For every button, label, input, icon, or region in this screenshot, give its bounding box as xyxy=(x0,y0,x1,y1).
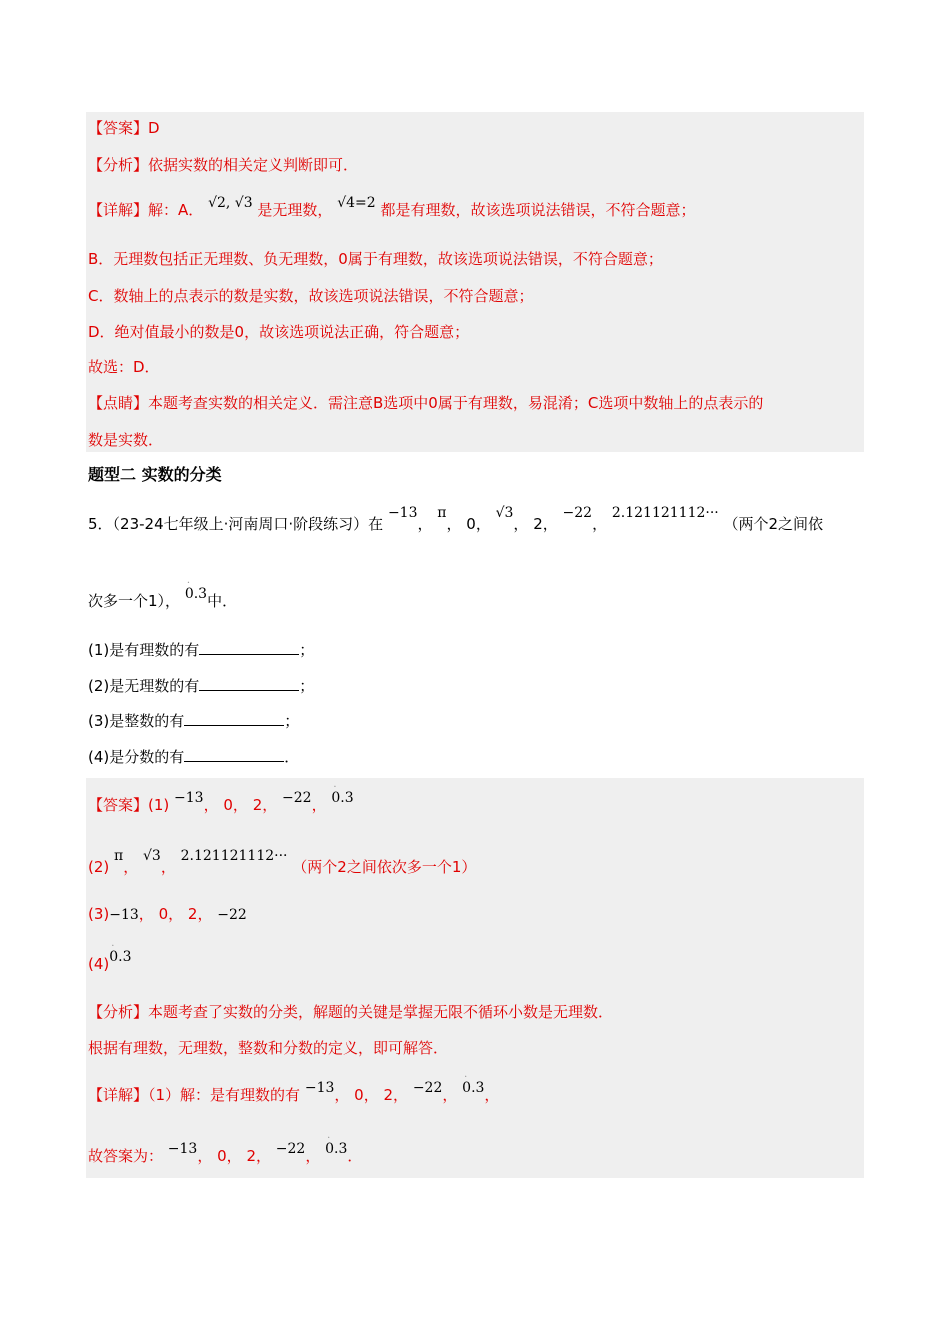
detail5-tag: 【详解】 xyxy=(88,1086,149,1104)
comment-text-1: 本题考查实数的相关定义．需注意B选项中0属于有理数，易混淆；C选项中数轴上的点表示的 xyxy=(148,394,764,412)
number-4: √3 xyxy=(495,505,514,521)
answer5-line-4 xyxy=(88,949,132,975)
analysis-line xyxy=(88,155,358,175)
number-5: 2 xyxy=(533,515,543,533)
a2-note: （两个2之间依次多一个1） xyxy=(292,858,477,876)
sub-question-3 xyxy=(88,711,299,731)
detail-end: 都是有理数，故该选项说法错误，不符合题意； xyxy=(380,201,696,219)
a2-item: 2.121121112··· xyxy=(180,848,288,864)
a2-item: √3 xyxy=(143,848,161,864)
number-2: π xyxy=(437,505,447,521)
a3-item: 2 xyxy=(187,905,198,923)
detail-math-1: √2, √3 xyxy=(208,195,253,211)
sub-question-2-label: (2)是无理数的有 xyxy=(88,677,200,695)
answer-tag: 【答案】 xyxy=(88,119,149,137)
comment-line-1 xyxy=(88,393,763,413)
choice-line: 故选：D． xyxy=(88,358,160,376)
question-tail: 中． xyxy=(207,592,238,610)
a4-item: · 0.3 xyxy=(109,947,131,967)
number-3: 0 xyxy=(466,515,476,533)
c-item: 0 xyxy=(217,1147,227,1165)
answer5-line-3: (3)−13， 0， 2， −22 xyxy=(88,905,247,923)
c-item: · 0.3 xyxy=(325,1139,347,1159)
question-note: （两个2之间依 xyxy=(723,515,824,533)
answer-blank-1[interactable] xyxy=(199,640,299,655)
answer5-line-2: (2) π， √3， 2.121121112··· （两个2之间依次多一个1） xyxy=(88,848,477,876)
question-source: （23-24七年级上·河南周口·阶段练习）在 xyxy=(112,515,384,533)
a4-label: (4) xyxy=(88,955,110,973)
number-7: 2.121121112··· xyxy=(611,505,719,521)
d-item: · 0.3 xyxy=(462,1078,484,1098)
a1-item: −22 xyxy=(282,790,312,806)
a1-item: −13 xyxy=(174,790,204,806)
sub-question-1 xyxy=(88,640,314,660)
comment-tag: 【点睛】 xyxy=(88,394,149,412)
sub-question-4-label: (4)是分数的有 xyxy=(88,748,185,766)
a3-label: (3) xyxy=(88,905,110,923)
a1-label: (1) xyxy=(148,796,170,814)
question-5-line-1: 5．（23-24七年级上·河南周口·阶段练习）在 −13， π， 0， √3， 2， −22， 2.121121112··· （两个2之间依 xyxy=(88,505,824,533)
semicolon: ； xyxy=(284,712,300,730)
conclusion-line: 故答案为： −13， 0， 2， −22， · 0.3． xyxy=(88,1146,362,1167)
detail-tag: 【详解】 xyxy=(88,201,149,219)
a1-item: 2 xyxy=(252,796,263,814)
a3-item: −22 xyxy=(217,907,247,923)
analysis5-text: 本题考查了实数的分类，解题的关键是掌握无限不循环小数是无理数． xyxy=(148,1003,614,1021)
analysis5-line-2: 根据有理数，无理数，整数和分数的定义，即可解答． xyxy=(88,1039,449,1057)
detail-math-2: √4=2 xyxy=(337,195,376,211)
a3-item: 0 xyxy=(158,905,169,923)
sub-question-3-label: (3)是整数的有 xyxy=(88,712,185,730)
d-item: −22 xyxy=(412,1080,443,1096)
d-item: −13 xyxy=(304,1080,335,1096)
detail5-text: （1）解：是有理数的有 xyxy=(148,1086,301,1104)
answer-box-q5 xyxy=(86,778,864,1178)
c-item: −22 xyxy=(275,1141,306,1157)
option-b-line: B．无理数包括正无理数、负无理数，0属于有理数，故该选项说法错误，不符合题意； xyxy=(88,250,663,268)
option-d-line: D．绝对值最小的数是0，故该选项说法正确，符合题意； xyxy=(88,323,470,341)
question-note-2: 次多一个1）， xyxy=(88,592,181,610)
answer-value: D xyxy=(148,119,160,137)
semicolon: ； xyxy=(299,677,315,695)
c-item: −13 xyxy=(167,1141,198,1157)
answer-blank-3[interactable] xyxy=(184,711,284,726)
detail-mid: 是无理数， xyxy=(257,201,333,219)
answer-blank-2[interactable] xyxy=(199,676,299,691)
answer5-line-1: 【答案】(1) −13， 0， 2， −22， · 0.3 xyxy=(88,795,354,816)
conclusion-text: 故答案为： xyxy=(88,1147,164,1165)
option-c-line: C．数轴上的点表示的数是实数，故该选项说法错误，不符合题意； xyxy=(88,287,534,305)
period: ． xyxy=(284,748,300,766)
question-5-line-2 xyxy=(88,586,238,612)
number-8: · 0.3 xyxy=(185,584,207,604)
detail-prefix: 解：A． xyxy=(148,201,204,219)
analysis5-line-1 xyxy=(88,1002,613,1022)
answer5-tag: 【答案】 xyxy=(88,796,149,814)
d-item: 0 xyxy=(354,1086,364,1104)
semicolon: ； xyxy=(299,641,315,659)
answer-blank-4[interactable] xyxy=(184,747,284,762)
sub-question-4 xyxy=(88,747,299,767)
detail5-line: 【详解】（1）解：是有理数的有 −13， 0， 2， −22， · 0.3， xyxy=(88,1085,499,1106)
a2-label: (2) xyxy=(88,858,110,876)
number-6: −22 xyxy=(562,505,593,521)
d-item: 2 xyxy=(383,1086,394,1104)
sub-question-1-label: (1)是有理数的有 xyxy=(88,641,200,659)
question-number: 5． xyxy=(88,515,113,533)
c-item: 2 xyxy=(246,1147,256,1165)
a3-item: −13 xyxy=(109,907,139,923)
answer-line xyxy=(88,118,160,138)
comment-line-2: 数是实数． xyxy=(88,431,164,449)
number-1: −13 xyxy=(387,505,418,521)
analysis5-tag: 【分析】 xyxy=(88,1003,149,1021)
sub-question-2 xyxy=(88,676,314,696)
a1-item: 0 xyxy=(223,796,233,814)
section-title: 题型二 实数的分类 xyxy=(88,465,222,484)
detail-line xyxy=(88,195,696,221)
analysis-text: 依据实数的相关定义判断即可． xyxy=(148,156,359,174)
analysis-tag: 【分析】 xyxy=(88,156,149,174)
a2-item: π xyxy=(114,848,124,864)
a1-item: · 0.3 xyxy=(331,788,353,808)
